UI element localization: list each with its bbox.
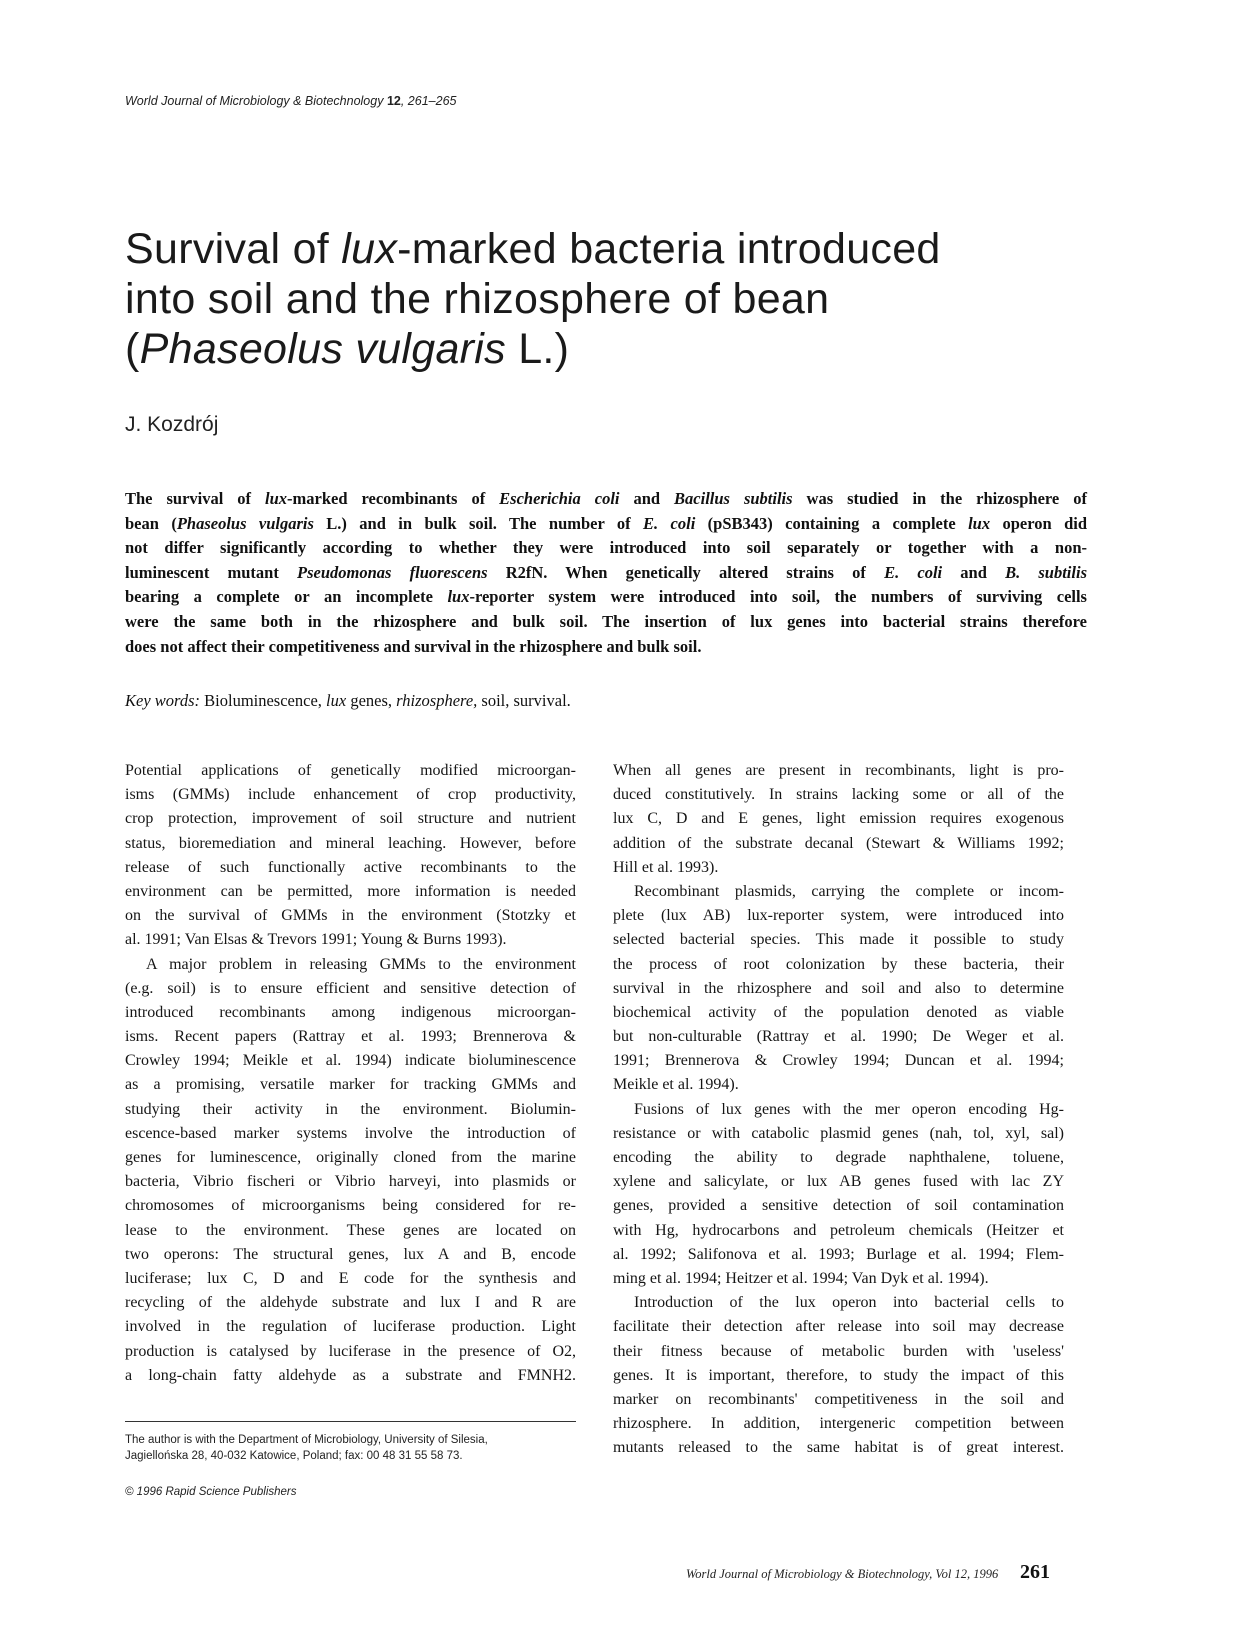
author-name: J. Kozdrój [125, 413, 219, 436]
text-line: introduced recombinants among indigenous microorgan- [125, 1003, 576, 1021]
text-line: bacteria, Vibrio fischeri or Vibrio harveyi, into plasmids or [125, 1173, 576, 1191]
keywords: Key words: Bioluminescence, lux genes, rhizosphere, soil, survival. [125, 691, 571, 710]
text-line: ming et al. 1994; Heitzer et al. 1994; Van Dyk et al. 1994). [613, 1269, 989, 1287]
text-line: involved in the regulation of luciferase production. Light [125, 1318, 576, 1336]
text-line: addition of the substrate decanal (Stewart & Williams 1992; [613, 834, 1064, 852]
text-line: two operons: The structural genes, lux A and B, encode [125, 1245, 576, 1263]
text-line: genes. It is important, therefore, to study the impact of this [613, 1366, 1064, 1384]
journal-pages: , 261–265 [400, 94, 457, 108]
text-line: rhizosphere. In addition, intergeneric competition between [613, 1415, 1064, 1433]
text-line: Hill et al. 1993). [613, 858, 719, 876]
text-line: a long-chain fatty aldehyde as a substrate and FMNH2. [125, 1366, 576, 1384]
text-line: al. 1991; Van Elsas & Trevors 1991; Young & Burns 1993). [125, 931, 507, 949]
text-line: environment can be permitted, more information is needed [125, 882, 576, 900]
text-line: genes, provided a sensitive detection of soil contamination [613, 1197, 1064, 1215]
text-line: resistance or with catabolic plasmid genes (nah, tol, xyl, sal) [613, 1124, 1064, 1142]
text-line: release of such functionally active recombinants to the [125, 858, 576, 876]
running-header [125, 94, 456, 108]
text-line: biochemical activity of the population denoted as viable [613, 1003, 1064, 1021]
text-line: as a promising, versatile marker for tracking GMMs and [125, 1076, 576, 1094]
text-line: chromosomes of microorganisms being considered for re- [125, 1197, 576, 1215]
abstract: The survival of lux-marked recombinants of Escherichia coli and Bacillus subtilis was studied in the rhizosphere of bean (Phaseolus vulgaris L.) and in bulk soil. The number of E. coli (pSB343) containing a complete lux operon did not differ significantly according to whether they were introduced into soil separately or together with a non- luminescent mutant Pseudomonas fluorescens R2fN. When genetically altered strains of E. coli and B. subtilis bearing a complete or an incomplete lux-reporter system were introduced into soil, the numbers of surviving cells were the same both in the rhizosphere and bulk soil. The insertion of lux genes into bacterial strains therefore does not affect their competitiveness and survival in the rhizosphere and bulk soil. [125, 489, 1088, 656]
text-line: When all genes are present in recombinants, light is pro- [613, 762, 1064, 779]
text-line: encoding the ability to degrade naphthalene, toluene, [613, 1149, 1064, 1166]
text-line: crop protection, improvement of soil structure and nutrient [125, 810, 576, 828]
text-line: xylene and salicylate, or lux AB genes fused with lac ZY [613, 1173, 1064, 1191]
copyright-notice: © 1996 Rapid Science Publishers [125, 1486, 297, 1498]
text-line: duced constitutively. In strains lacking some or all of the [613, 786, 1064, 804]
text-line: on the survival of GMMs in the environment (Stotzky et [125, 907, 576, 925]
text-line: 1991; Brennerova & Crowley 1994; Duncan et al. 1994; [613, 1052, 1064, 1070]
text-line: with Hg, hydrocarbons and petroleum chemicals (Heitzer et [613, 1221, 1064, 1239]
text-line: Crowley 1994; Meikle et al. 1994) indicate bioluminescence [125, 1052, 576, 1070]
text-line: marker on recombinants' competitiveness in the soil and [613, 1390, 1064, 1408]
journal-volume: 12 [386, 94, 401, 108]
text-line: production is catalysed by luciferase in the presence of O2, [125, 1342, 576, 1360]
text-line: plete (lux AB) lux-reporter system, were introduced into [613, 907, 1064, 925]
text-line: survival in the rhizosphere and soil and also to determine [613, 979, 1064, 997]
page-number: 261 [1020, 1561, 1050, 1583]
footer-journal: World Journal of Microbiology & Biotechnology, Vol 12, 1996 [686, 1567, 999, 1581]
text-line: escence-based marker systems involve the introduction of [125, 1124, 576, 1142]
text-line: mutants released to the same habitat is of great interest. [613, 1439, 1064, 1457]
text-line: al. 1992; Salifonova et al. 1993; Burlage et al. 1994; Flem- [613, 1245, 1064, 1263]
text-line: isms (GMMs) include enhancement of crop productivity, [125, 786, 576, 804]
text-line: lease to the environment. These genes are located on [125, 1221, 576, 1239]
text-line: but non-culturable (Rattray et al. 1990; De Weger et al. [613, 1028, 1064, 1046]
text-line: Meikle et al. 1994). [613, 1076, 739, 1094]
body-left-column [125, 759, 576, 1388]
footnote-divider [125, 1421, 576, 1422]
body-right-column [613, 759, 1064, 1460]
text-line: selected bacterial species. This made it possible to study [613, 931, 1064, 949]
text-line: status, bioremediation and mineral leaching. However, before [125, 834, 576, 852]
text-line: the process of root colonization by these bacteria, their [613, 955, 1064, 973]
text-line: (e.g. soil) is to ensure efficient and sensitive detection of [125, 979, 576, 997]
text-line: Potential applications of genetically modified microorgan- [125, 762, 576, 779]
text-line: studying their activity in the environment. Biolumin- [125, 1100, 576, 1118]
text-line: facilitate their detection after release into soil may decrease [613, 1318, 1064, 1336]
text-line: lux C, D and E genes, light emission requires exogenous [613, 810, 1064, 828]
text-line: A major problem in releasing GMMs to the environment [146, 955, 576, 973]
text-line: genes for luminescence, originally cloned from the marine [125, 1149, 576, 1166]
text-line: Fusions of lux genes with the mer operon encoding Hg- [634, 1100, 1064, 1118]
text-line: Recombinant plasmids, carrying the complete or incom- [634, 882, 1064, 900]
text-line: Introduction of the lux operon into bacterial cells to [634, 1294, 1064, 1312]
text-line: luciferase; lux C, D and E code for the synthesis and [125, 1269, 576, 1287]
article-title: Survival of lux-marked bacteria introduced into soil and the rhizosphere of bean (Phaseolus vulgaris L.) [125, 225, 941, 373]
text-line: their fitness because of metabolic burden with 'useless' [613, 1342, 1064, 1360]
author-affiliation: The author is with the Department of Microbiology, University of Silesia, Jagiellońska 28, 40-032 Katowice, Poland; fax: 00 48 31 55 58 73. [125, 1434, 488, 1462]
text-line: recycling of the aldehyde substrate and lux I and R are [125, 1294, 576, 1312]
text-line: isms. Recent papers (Rattray et al. 1993; Brennerova & [125, 1028, 576, 1046]
journal-name: World Journal of Microbiology & Biotechnology [125, 94, 384, 108]
